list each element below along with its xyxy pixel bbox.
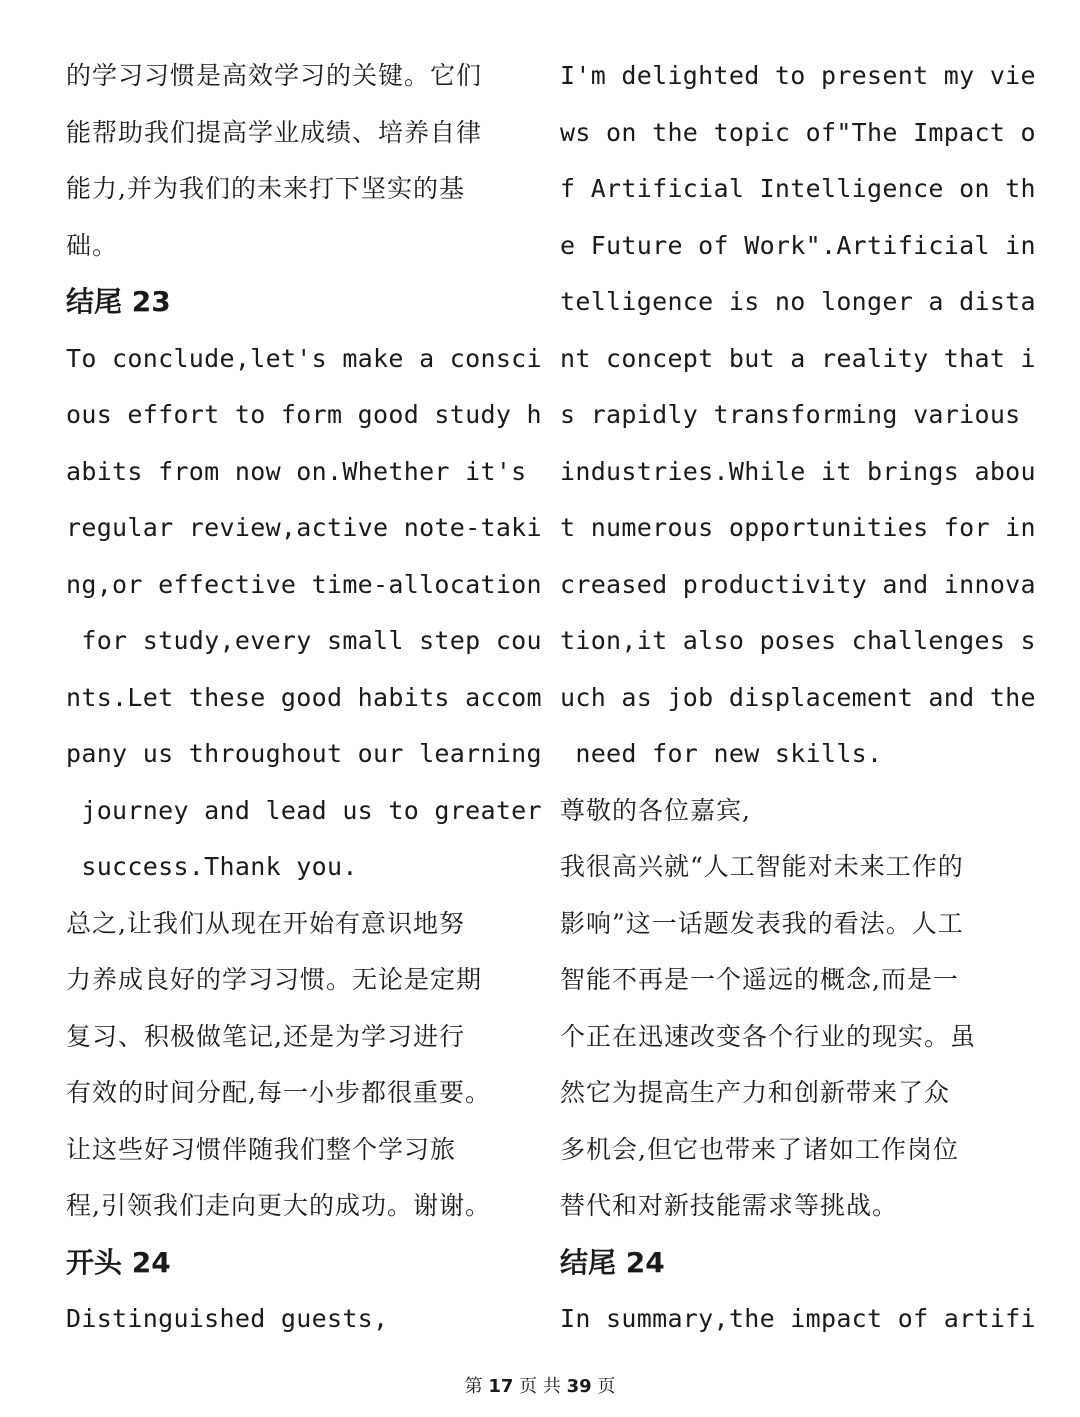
current-page-number: 17 — [488, 1376, 514, 1397]
text-line: success.Thank you. — [66, 852, 358, 881]
text-line: tion,it also poses challenges s — [560, 626, 1036, 655]
total-pages-number: 39 — [566, 1376, 592, 1397]
text-line: pany us throughout our learning — [66, 739, 542, 768]
text-line: 复习、积极做笔记,还是为学习进行 — [66, 1021, 465, 1051]
text-line: creased productivity and innova — [560, 569, 1036, 599]
text-line: ous effort to form good study h — [66, 400, 542, 429]
section-heading: 结尾 23 — [66, 285, 171, 318]
footer-middle: 页 共 — [519, 1376, 561, 1397]
text-line: e Future of Work".Artificial in — [560, 230, 1036, 260]
text-line: In summary,the impact of artifi — [560, 1304, 1036, 1333]
section-heading: 结尾 24 — [560, 1245, 665, 1279]
text-line: 能力,并为我们的未来打下坚实的基 — [66, 174, 465, 203]
right-column — [560, 48, 1036, 1348]
text-line: uch as job displacement and the — [560, 682, 1036, 712]
text-line: 能帮助我们提高学业成绩、培养自律 — [66, 117, 483, 147]
text-line: 程,引领我们走向更大的成功。谢谢。 — [66, 1191, 491, 1220]
left-column — [66, 48, 542, 1348]
text-line: for study,every small step cou — [66, 626, 542, 655]
text-line: t numerous opportunities for in — [560, 513, 1036, 542]
text-line: 我很高兴就“人工智能对未来工作的 — [560, 852, 964, 881]
text-line: 有效的时间分配,每一小步都很重要。 — [66, 1078, 491, 1107]
text-line: 力养成良好的学习习惯。无论是定期 — [66, 965, 483, 994]
text-line: 然它为提高生产力和创新带来了众 — [560, 1078, 951, 1107]
footer-prefix: 第 — [464, 1376, 483, 1397]
text-line: Distinguished guests, — [66, 1304, 389, 1333]
text-line: regular review,active note-taki — [66, 513, 542, 542]
text-line: ng,or effective time-allocation — [66, 569, 542, 599]
text-line: To conclude,let's make a consci — [66, 343, 542, 373]
footer-suffix: 页 — [597, 1376, 616, 1397]
text-line: 让这些好习惯伴随我们整个学习旅 — [66, 1134, 457, 1164]
text-line: s rapidly transforming various — [560, 400, 1021, 429]
text-line: nt concept but a reality that i — [560, 343, 1036, 373]
text-line: 智能不再是一个遥远的概念,而是一 — [560, 965, 959, 994]
text-line: journey and lead us to greater — [66, 795, 542, 825]
text-line: telligence is no longer a dista — [560, 287, 1036, 316]
text-line: 尊敬的各位嘉宾, — [560, 795, 751, 825]
text-line: 的学习习惯是高效学习的关键。它们 — [66, 61, 483, 90]
text-line: 影响”这一话题发表我的看法。人工 — [560, 908, 964, 938]
text-line: 个正在迅速改变各个行业的现实。虽 — [560, 1021, 977, 1051]
section-heading: 开头 24 — [66, 1245, 171, 1279]
text-line: nts.Let these good habits accom — [66, 682, 542, 712]
text-line: I'm delighted to present my vie — [560, 61, 1036, 90]
text-line: 础。 — [66, 230, 119, 260]
text-line: 多机会,但它也带来了诸如工作岗位 — [560, 1134, 959, 1164]
text-line: f Artificial Intelligence on th — [560, 174, 1036, 203]
page-footer — [0, 1372, 1080, 1398]
text-line: industries.While it brings abou — [560, 456, 1036, 486]
text-line: ws on the topic of"The Impact o — [560, 117, 1036, 147]
text-line: 总之,让我们从现在开始有意识地努 — [66, 908, 465, 938]
text-line: 替代和对新技能需求等挑战。 — [560, 1191, 899, 1220]
text-line: need for new skills. — [560, 739, 883, 768]
text-line: abits from now on.Whether it's — [66, 456, 527, 486]
